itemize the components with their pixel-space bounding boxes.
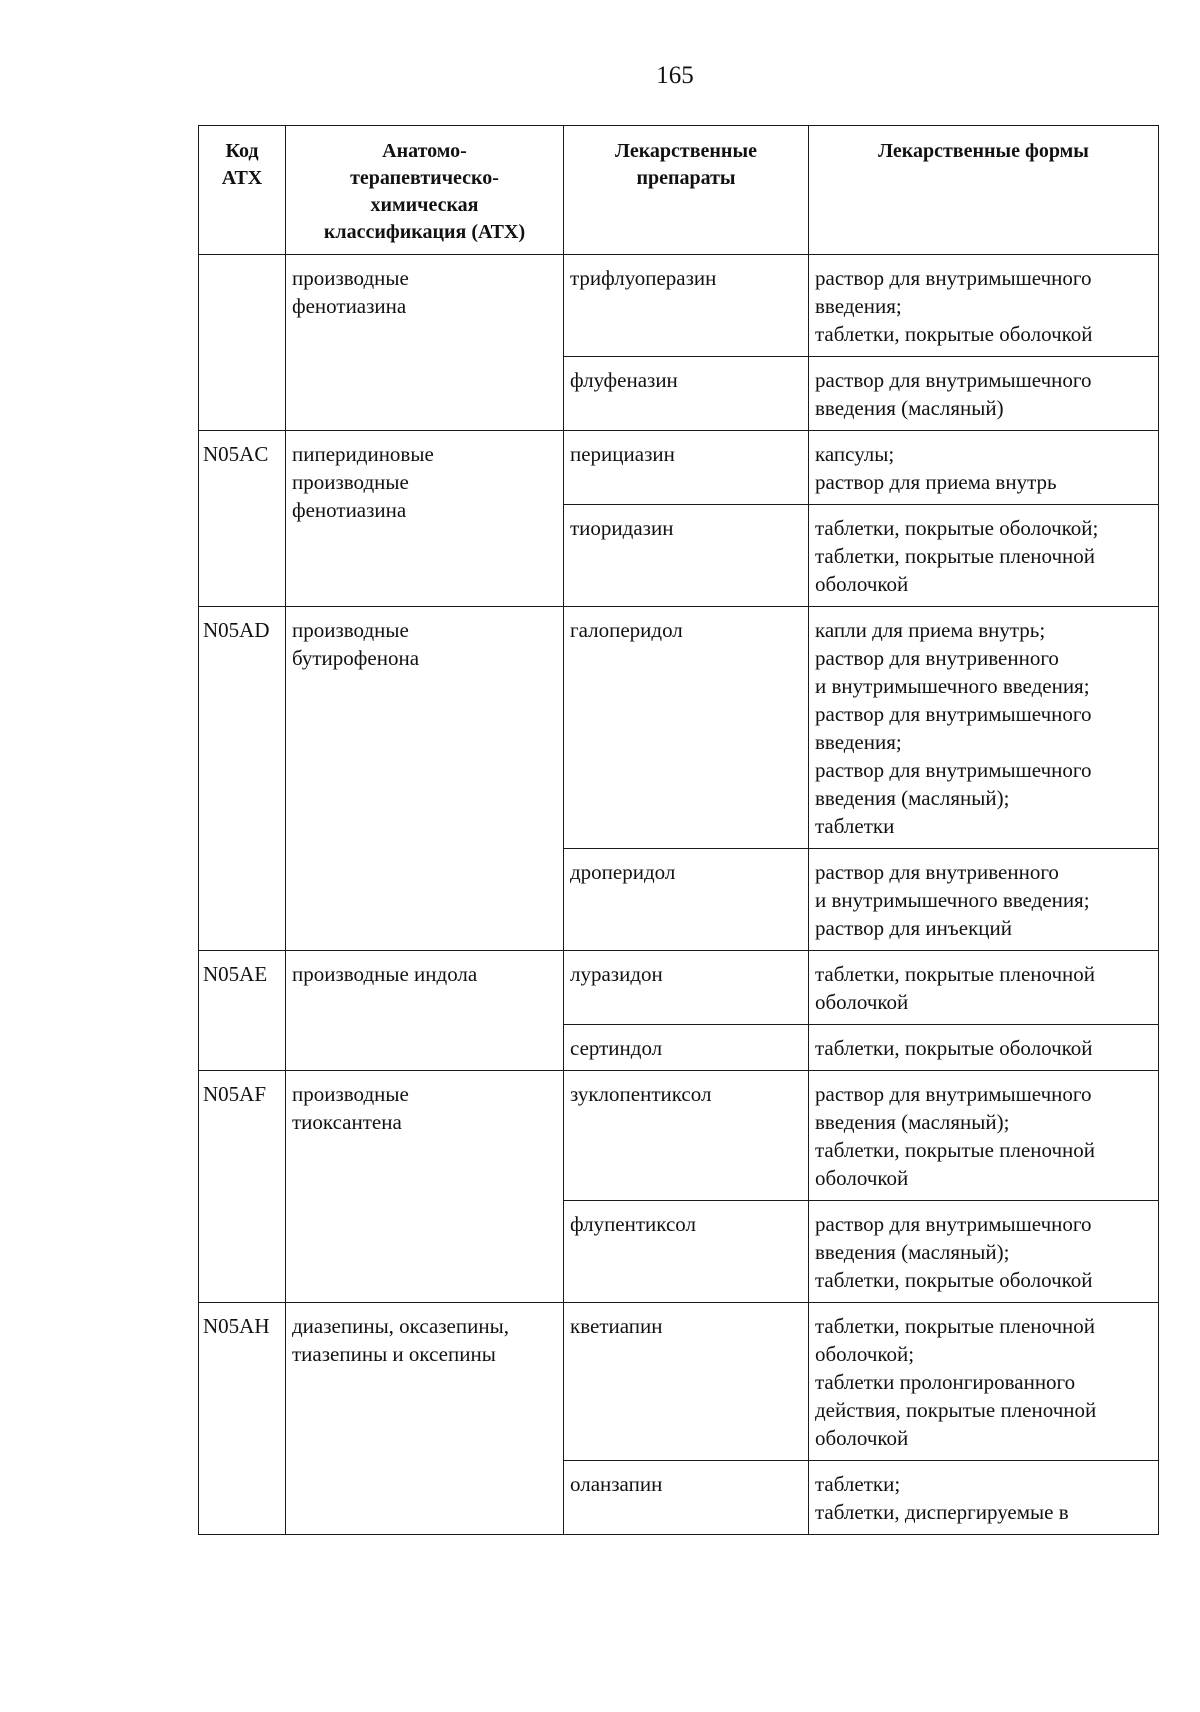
atx-code-cell: N05AC: [199, 431, 286, 607]
table-row: [199, 255, 1159, 357]
dosage-forms-cell: капли для приема внутрь; раствор для внутривенного и внутримышечного введения; раствор для внутримышечного введения; раствор для внутримышечного введения (масляный); таблетки: [809, 607, 1159, 849]
header-forms: Лекарственные формы: [809, 126, 1159, 255]
drug-name-cell: перициазин: [564, 431, 809, 505]
drug-name-cell: дроперидол: [564, 849, 809, 951]
classification-cell: производные фенотиазина: [286, 255, 564, 431]
atx-code-cell: N05AF: [199, 1071, 286, 1303]
drug-name-cell: оланзапин: [564, 1461, 809, 1535]
dosage-forms-cell: раствор для внутримышечного введения (масляный); таблетки, покрытые пленочной оболочкой: [809, 1071, 1159, 1201]
table-row: [199, 1071, 1159, 1201]
drug-name-cell: галоперидол: [564, 607, 809, 849]
drug-name-cell: сертиндол: [564, 1025, 809, 1071]
table-row: [199, 607, 1159, 849]
drug-name-cell: тиоридазин: [564, 505, 809, 607]
table-header: [199, 126, 1159, 255]
header-drugs: Лекарственные препараты: [564, 126, 809, 255]
header-row: [199, 126, 1159, 255]
dosage-forms-cell: таблетки, покрытые оболочкой; таблетки, покрытые пленочной оболочкой: [809, 505, 1159, 607]
drug-name-cell: луразидон: [564, 951, 809, 1025]
classification-cell: диазепины, оксазепины, тиазепины и оксепины: [286, 1303, 564, 1535]
drug-name-cell: кветиапин: [564, 1303, 809, 1461]
table-row: [199, 1303, 1159, 1461]
header-code: Код АТХ: [199, 126, 286, 255]
classification-cell: производные тиоксантена: [286, 1071, 564, 1303]
drug-name-cell: трифлуоперазин: [564, 255, 809, 357]
dosage-forms-cell: таблетки, покрытые пленочной оболочкой: [809, 951, 1159, 1025]
table-row: [199, 951, 1159, 1025]
classification-cell: производные бутирофенона: [286, 607, 564, 951]
atx-code-cell: N05AH: [199, 1303, 286, 1535]
dosage-forms-cell: таблетки; таблетки, диспергируемые в: [809, 1461, 1159, 1535]
table-body: [199, 255, 1159, 1535]
dosage-forms-cell: раствор для внутримышечного введения (масляный); таблетки, покрытые оболочкой: [809, 1201, 1159, 1303]
header-classification: Анатомо- терапевтическо- химическая классификация (АТХ): [286, 126, 564, 255]
atx-code-cell: [199, 255, 286, 431]
classification-cell: производные индола: [286, 951, 564, 1071]
table-row: [199, 431, 1159, 505]
page-number: 165: [656, 62, 694, 89]
drug-name-cell: зуклопентиксол: [564, 1071, 809, 1201]
atx-code-cell: N05AE: [199, 951, 286, 1071]
dosage-forms-cell: раствор для внутримышечного введения (масляный): [809, 357, 1159, 431]
classification-cell: пиперидиновые производные фенотиазина: [286, 431, 564, 607]
dosage-forms-cell: таблетки, покрытые оболочкой: [809, 1025, 1159, 1071]
dosage-forms-cell: капсулы; раствор для приема внутрь: [809, 431, 1159, 505]
drug-name-cell: флупентиксол: [564, 1201, 809, 1303]
drug-name-cell: флуфеназин: [564, 357, 809, 431]
dosage-forms-cell: таблетки, покрытые пленочной оболочкой; таблетки пролонгированного действия, покрытые пленочной оболочкой: [809, 1303, 1159, 1461]
atx-drug-table: [198, 125, 1159, 1535]
dosage-forms-cell: раствор для внутривенного и внутримышечного введения; раствор для инъекций: [809, 849, 1159, 951]
dosage-forms-cell: раствор для внутримышечного введения; таблетки, покрытые оболочкой: [809, 255, 1159, 357]
atx-code-cell: N05AD: [199, 607, 286, 951]
